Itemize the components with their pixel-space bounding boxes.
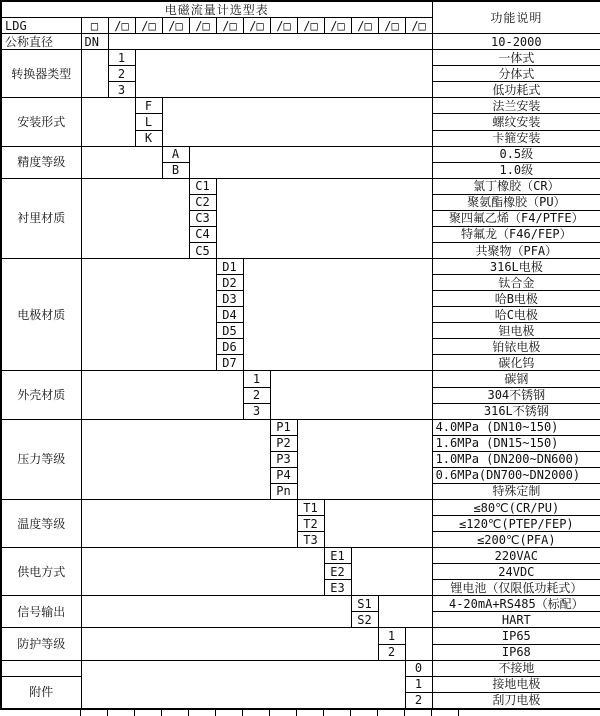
- desc-cell: 氯丁橡胶（CR）: [432, 178, 600, 194]
- code-cell: L: [135, 114, 162, 130]
- code-cell: DN: [81, 34, 108, 50]
- desc-cell: 特殊定制: [432, 483, 600, 499]
- code-cell: D1: [216, 259, 243, 275]
- model-box: /□: [243, 18, 270, 34]
- code-cell: 1: [378, 628, 405, 644]
- desc-cell: 聚四氟乙烯（F4/PTFE）: [432, 210, 600, 226]
- model-box: /□: [135, 18, 162, 34]
- table-title: 电磁流量计选型表: [1, 1, 432, 18]
- desc-cell: 哈C电极: [432, 307, 600, 323]
- desc-cell: 低功耗式: [432, 82, 600, 98]
- model-box: /□: [324, 18, 351, 34]
- desc-cell: ≤120℃(PTEP/FEP): [432, 516, 600, 532]
- desc-cell: 4.0MPa (DN10~150): [432, 419, 600, 435]
- filler-right: [162, 98, 432, 146]
- desc-cell: IP68: [432, 644, 600, 660]
- code-cell: D4: [216, 307, 243, 323]
- code-cell: E2: [324, 564, 351, 580]
- column-tick: [323, 710, 324, 716]
- filler-left: [81, 146, 162, 178]
- code-cell: 1: [243, 371, 270, 387]
- code-cell: C4: [189, 226, 216, 242]
- desc-cell: 聚氨酯橡胶（PU）: [432, 194, 600, 210]
- category-label: 供电方式: [1, 548, 81, 596]
- desc-cell: 铂铱电极: [432, 339, 600, 355]
- filler-right: [189, 146, 432, 178]
- filler-left: [81, 548, 324, 596]
- desc-cell: 接地电极: [432, 676, 600, 692]
- column-tick: [269, 710, 270, 716]
- desc-cell: 特氟龙（F46/FEP）: [432, 226, 600, 242]
- desc-cell: 碳钢: [432, 371, 600, 387]
- code-cell: 3: [108, 82, 135, 98]
- desc-cell: 分体式: [432, 66, 600, 82]
- desc-cell: 316L不锈钢: [432, 403, 600, 419]
- column-tick: [80, 710, 81, 716]
- code-cell: F: [135, 98, 162, 114]
- code-cell: D2: [216, 275, 243, 291]
- category-label: 安装形式: [1, 98, 81, 146]
- desc-cell: 4-20mA+RS485（标配）: [432, 596, 600, 612]
- function-column-header: 功能说明: [432, 1, 600, 34]
- code-cell: B: [162, 162, 189, 178]
- category-label: 电极材质: [1, 259, 81, 371]
- filler-right: [351, 548, 432, 596]
- model-box: /□: [189, 18, 216, 34]
- desc-cell: 法兰安装: [432, 98, 600, 114]
- model-box: □: [81, 18, 108, 34]
- filler-right: [405, 628, 432, 660]
- code-cell: C3: [189, 210, 216, 226]
- desc-cell: 24VDC: [432, 564, 600, 580]
- desc-cell: ≤80℃(CR/PU): [432, 499, 600, 515]
- code-cell: 2: [243, 387, 270, 403]
- code-cell: T1: [297, 499, 324, 515]
- code-cell: K: [135, 130, 162, 146]
- desc-cell: 不接地: [432, 660, 600, 676]
- column-tick: [458, 710, 459, 716]
- desc-cell: ≤200℃(PFA): [432, 532, 600, 548]
- filler-left: [81, 50, 108, 98]
- filler-left: [81, 499, 297, 547]
- desc-cell: 钽电极: [432, 323, 600, 339]
- code-cell: T3: [297, 532, 324, 548]
- desc-cell: 哈B电极: [432, 291, 600, 307]
- model-box: /□: [108, 18, 135, 34]
- filler-left: [81, 259, 216, 371]
- desc-cell: 0.6MPa(DN700~DN2000): [432, 467, 600, 483]
- filler-left: [81, 628, 378, 660]
- category-label: 公称直径: [1, 34, 81, 50]
- code-cell: 1: [108, 50, 135, 66]
- column-tick: [296, 710, 297, 716]
- desc-cell: 钛合金: [432, 275, 600, 291]
- code-cell: P4: [270, 467, 297, 483]
- desc-cell: 螺纹安装: [432, 114, 600, 130]
- desc-cell: 220VAC: [432, 548, 600, 564]
- column-tick: [242, 710, 243, 716]
- column-tick: [161, 710, 162, 716]
- desc-cell: 304不锈钢: [432, 387, 600, 403]
- filler-left: [81, 596, 351, 628]
- filler-right: [297, 419, 432, 499]
- column-tick: [188, 710, 189, 716]
- code-cell: 2: [108, 66, 135, 82]
- column-tick: [431, 710, 432, 716]
- desc-cell: 1.6MPa (DN15~150): [432, 435, 600, 451]
- model-box: /□: [405, 18, 432, 34]
- column-tick: [134, 710, 135, 716]
- code-cell: P3: [270, 451, 297, 467]
- model-box: /□: [297, 18, 324, 34]
- filler-right: [108, 34, 432, 50]
- model-box: /□: [378, 18, 405, 34]
- filler-left: [81, 419, 270, 499]
- code-cell: 3: [243, 403, 270, 419]
- code-cell: E3: [324, 580, 351, 596]
- filler-left: [81, 371, 243, 419]
- column-tick: [404, 710, 405, 716]
- desc-cell: 316L电极: [432, 259, 600, 275]
- code-cell: D5: [216, 323, 243, 339]
- code-cell: 0: [405, 660, 432, 676]
- category-label: 信号输出: [1, 596, 81, 628]
- model-box: /□: [270, 18, 297, 34]
- code-cell: 2: [405, 692, 432, 709]
- filler-right: [135, 50, 432, 98]
- code-cell: P2: [270, 435, 297, 451]
- code-cell: D3: [216, 291, 243, 307]
- code-cell: D6: [216, 339, 243, 355]
- filler-left: [81, 660, 405, 709]
- filler-right: [216, 178, 432, 258]
- filler-left: [81, 178, 189, 258]
- code-cell: C2: [189, 194, 216, 210]
- desc-cell: 一体式: [432, 50, 600, 66]
- model-box: /□: [162, 18, 189, 34]
- model-box: /□: [351, 18, 378, 34]
- column-tick: [377, 710, 378, 716]
- desc-cell: 刮刀电极: [432, 692, 600, 709]
- desc-cell: IP65: [432, 628, 600, 644]
- filler-right: [378, 596, 432, 628]
- code-cell: S2: [351, 612, 378, 628]
- category-label: 精度等级: [1, 146, 81, 178]
- category-label: 衬里材质: [1, 178, 81, 258]
- filler-right: [270, 371, 432, 419]
- desc-cell: 1.0级: [432, 162, 600, 178]
- code-cell: C1: [189, 178, 216, 194]
- filler-right: [324, 499, 432, 547]
- desc-cell: HART: [432, 612, 600, 628]
- code-cell: 2: [378, 644, 405, 660]
- category-label: 外壳材质: [1, 371, 81, 419]
- code-cell: C5: [189, 242, 216, 258]
- desc-cell: 共聚物（PFA）: [432, 242, 600, 258]
- category-label-spacer: [1, 660, 81, 676]
- code-cell: D7: [216, 355, 243, 371]
- column-tick: [350, 710, 351, 716]
- desc-cell: 卡箍安装: [432, 130, 600, 146]
- filler-left: [81, 98, 135, 146]
- desc-cell: 10-2000: [432, 34, 600, 50]
- category-label: 防护等级: [1, 628, 81, 660]
- column-tick: [215, 710, 216, 716]
- code-cell: A: [162, 146, 189, 162]
- code-cell: E1: [324, 548, 351, 564]
- code-cell: S1: [351, 596, 378, 612]
- model-prefix: LDG: [1, 18, 81, 34]
- category-label: 附件: [1, 676, 81, 709]
- code-cell: P1: [270, 419, 297, 435]
- category-label: 压力等级: [1, 419, 81, 499]
- category-label: 转换器类型: [1, 50, 81, 98]
- column-tick: [107, 710, 108, 716]
- code-cell: 1: [405, 676, 432, 692]
- filler-right: [243, 259, 432, 371]
- desc-cell: 锂电池（仅限低功耗式）: [432, 580, 600, 596]
- desc-cell: 0.5级: [432, 146, 600, 162]
- code-cell: T2: [297, 516, 324, 532]
- desc-cell: 1.0MPa (DN200~DN600): [432, 451, 600, 467]
- model-box: /□: [216, 18, 243, 34]
- code-cell: Pn: [270, 483, 297, 499]
- desc-cell: 碳化钨: [432, 355, 600, 371]
- category-label: 温度等级: [1, 499, 81, 547]
